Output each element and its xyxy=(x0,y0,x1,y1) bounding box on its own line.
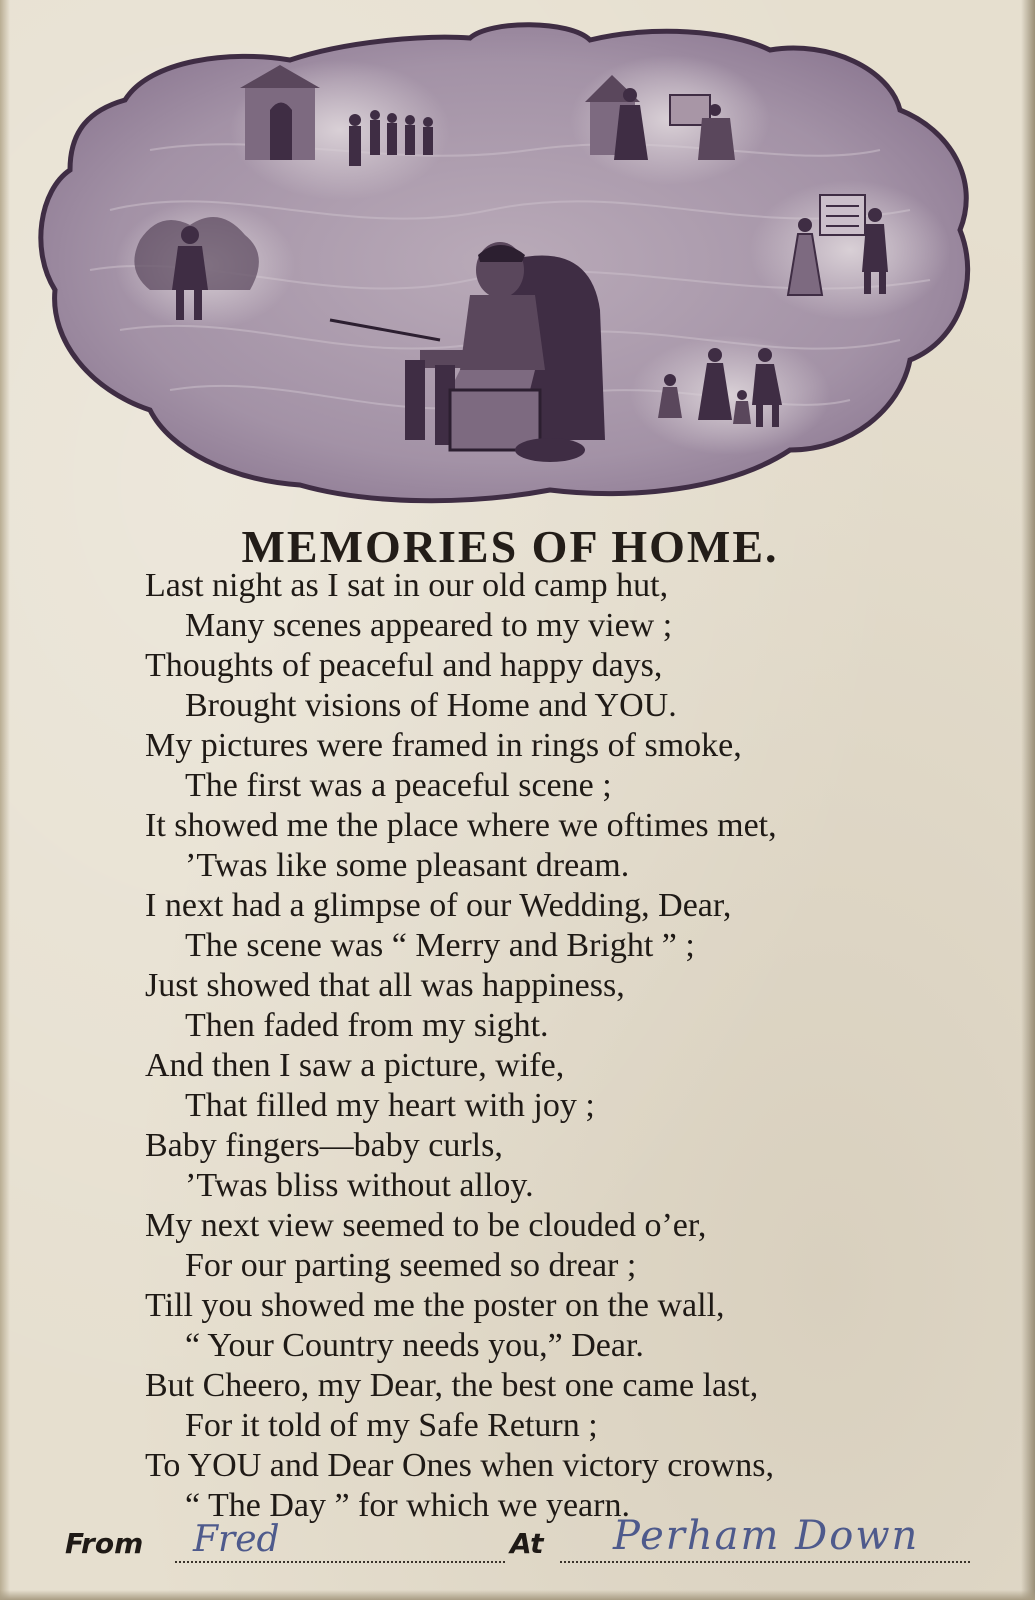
poem-line: My pictures were framed in rings of smoke, xyxy=(145,727,742,764)
card-edge-shadow-right xyxy=(1021,0,1035,1600)
card-edge-shadow-left xyxy=(0,0,10,1600)
poem-title: MEMORIES OF HOME. xyxy=(241,521,779,572)
from-signature: Fred xyxy=(193,1519,280,1560)
poem-line: The first was a peaceful scene ; xyxy=(185,767,612,804)
poem-line: But Cheero, my Dear, the best one came last, xyxy=(145,1367,759,1404)
poem-verses xyxy=(145,566,985,1526)
poem-line: My next view seemed to be clouded o’er, xyxy=(145,1207,707,1244)
safe-return-vignette xyxy=(630,335,830,455)
recruiting-poster-vignette xyxy=(750,180,950,320)
home-interior-vignette xyxy=(570,55,770,185)
poem-line: That filled my heart with joy ; xyxy=(185,1087,595,1124)
poem-line: Many scenes appeared to my view ; xyxy=(185,607,673,644)
poem-line: For our parting seemed so drear ; xyxy=(185,1247,637,1284)
smoke-cloud-illustration xyxy=(30,10,990,510)
poem-line: It showed me the place where we oftimes met, xyxy=(145,807,777,844)
soldier-woods-vignette xyxy=(115,200,295,330)
at-location-handwriting: Perham Down xyxy=(613,1513,920,1559)
poem-line: Thoughts of peaceful and happy days, xyxy=(145,647,663,684)
from-label: From xyxy=(65,1527,144,1560)
poem-line: “ The Day ” for which we yearn. xyxy=(185,1487,630,1524)
poem-line: Till you showed me the poster on the wall, xyxy=(145,1287,725,1324)
postcard-footer xyxy=(65,1513,985,1575)
poem-line: ’Twas like some pleasant dream. xyxy=(185,847,630,884)
poem-line: I next had a glimpse of our Wedding, Dear, xyxy=(145,887,732,924)
poem-line: “ Your Country needs you,” Dear. xyxy=(185,1327,644,1364)
poem-line: Then faded from my sight. xyxy=(185,1007,549,1044)
at-dotted-line xyxy=(560,1561,970,1563)
poem-line: And then I saw a picture, wife, xyxy=(145,1047,565,1084)
poem-line: The scene was “ Merry and Bright ” ; xyxy=(185,927,695,964)
poem-line: Baby fingers—baby curls, xyxy=(145,1127,503,1164)
poem-line: Brought visions of Home and YOU. xyxy=(185,687,677,724)
church-wedding-vignette xyxy=(230,60,450,200)
from-dotted-line xyxy=(175,1561,505,1563)
poem-line: For it told of my Safe Return ; xyxy=(185,1407,598,1444)
poem-line: Last night as I sat in our old camp hut, xyxy=(145,567,669,604)
poem-line: ’Twas bliss without alloy. xyxy=(185,1167,534,1204)
poem-line: Just showed that all was happiness, xyxy=(145,967,625,1004)
poem-line: To YOU and Dear Ones when victory crowns, xyxy=(145,1447,774,1484)
at-label: At xyxy=(510,1527,544,1560)
card-edge-shadow-bottom xyxy=(0,1590,1035,1600)
